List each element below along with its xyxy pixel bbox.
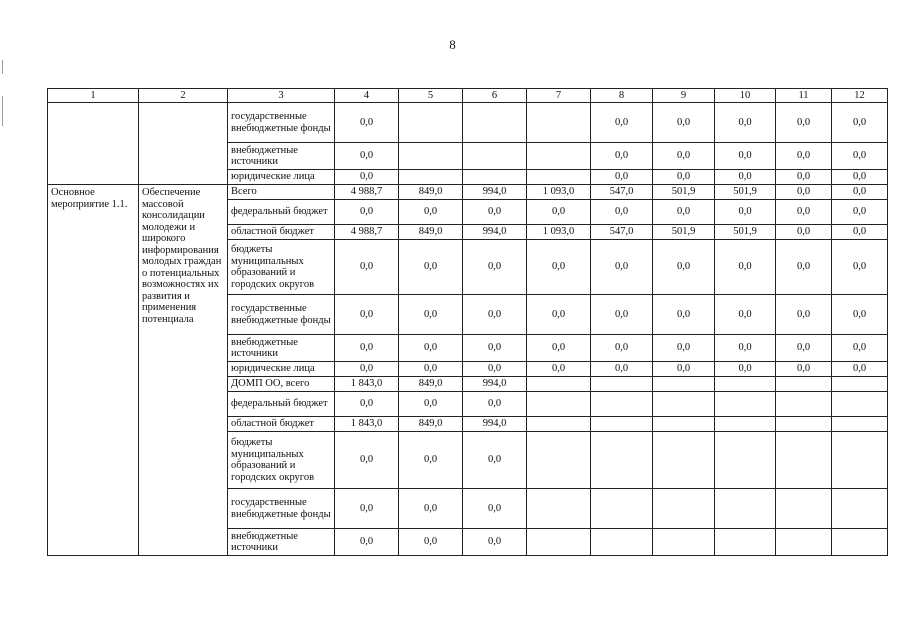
value-cell: 0,0	[715, 295, 776, 335]
value-cell: 0,0	[832, 200, 888, 225]
value-cell: 0,0	[399, 295, 463, 335]
value-cell	[591, 392, 653, 417]
funding-source-cell: ДОМП ОО, всего	[228, 377, 335, 392]
value-cell: 0,0	[715, 170, 776, 185]
value-cell	[715, 489, 776, 529]
value-cell: 0,0	[776, 295, 832, 335]
value-cell: 0,0	[776, 103, 832, 143]
value-cell: 0,0	[715, 240, 776, 295]
value-cell: 0,0	[463, 200, 527, 225]
value-cell	[715, 432, 776, 489]
value-cell	[832, 392, 888, 417]
value-cell: 0,0	[463, 392, 527, 417]
value-cell: 0,0	[335, 170, 399, 185]
value-cell: 0,0	[399, 489, 463, 529]
value-cell: 0,0	[776, 200, 832, 225]
value-cell	[653, 432, 715, 489]
value-cell	[832, 489, 888, 529]
value-cell	[463, 103, 527, 143]
measure-cell-continued	[48, 103, 139, 185]
value-cell: 0,0	[335, 362, 399, 377]
column-number-8: 8	[591, 89, 653, 103]
value-cell: 0,0	[335, 529, 399, 556]
page-number: 8	[449, 37, 456, 52]
value-cell: 1 843,0	[335, 417, 399, 432]
value-cell: 0,0	[335, 335, 399, 362]
value-cell	[653, 529, 715, 556]
value-cell: 0,0	[653, 170, 715, 185]
value-cell: 0,0	[653, 103, 715, 143]
value-cell: 547,0	[591, 185, 653, 200]
column-number-1: 1	[48, 89, 139, 103]
value-cell: 501,9	[715, 185, 776, 200]
value-cell	[715, 377, 776, 392]
measure-description-cell: Обеспечение массовой консолидации молодежи и широкого информирования молодых граждан о потенциальных возможностях их развития и применения потенциала	[139, 185, 228, 556]
value-cell: 4 988,7	[335, 225, 399, 240]
value-cell	[715, 529, 776, 556]
value-cell: 0,0	[591, 240, 653, 295]
value-cell	[527, 417, 591, 432]
column-number-6: 6	[463, 89, 527, 103]
value-cell: 849,0	[399, 225, 463, 240]
value-cell: 0,0	[591, 362, 653, 377]
column-number-5: 5	[399, 89, 463, 103]
value-cell: 0,0	[832, 295, 888, 335]
value-cell: 0,0	[715, 362, 776, 377]
value-cell: 0,0	[527, 240, 591, 295]
funding-source-cell: внебюджетные источники	[228, 529, 335, 556]
value-cell: 0,0	[463, 529, 527, 556]
funding-source-cell: бюджеты муниципальных образований и городских округов	[228, 240, 335, 295]
value-cell	[527, 392, 591, 417]
measure-name-cell: Основное мероприятие 1.1.	[48, 185, 139, 556]
value-cell: 0,0	[335, 103, 399, 143]
value-cell: 0,0	[832, 143, 888, 170]
value-cell	[591, 417, 653, 432]
value-cell: 0,0	[653, 200, 715, 225]
value-cell: 501,9	[653, 225, 715, 240]
value-cell	[527, 143, 591, 170]
scan-edge-mark	[2, 60, 3, 74]
value-cell: 0,0	[776, 240, 832, 295]
value-cell: 0,0	[715, 103, 776, 143]
value-cell: 0,0	[399, 240, 463, 295]
value-cell: 0,0	[463, 432, 527, 489]
value-cell: 0,0	[335, 295, 399, 335]
value-cell	[399, 170, 463, 185]
value-cell: 994,0	[463, 185, 527, 200]
value-cell	[715, 392, 776, 417]
funding-source-cell: государственные внебюджетные фонды	[228, 103, 335, 143]
value-cell: 0,0	[527, 362, 591, 377]
value-cell	[715, 417, 776, 432]
value-cell	[776, 417, 832, 432]
value-cell: 0,0	[335, 240, 399, 295]
funding-source-cell: государственные внебюджетные фонды	[228, 295, 335, 335]
value-cell: 0,0	[527, 200, 591, 225]
value-cell	[527, 103, 591, 143]
value-cell	[776, 489, 832, 529]
value-cell	[591, 489, 653, 529]
value-cell	[591, 529, 653, 556]
funding-source-cell: бюджеты муниципальных образований и городских округов	[228, 432, 335, 489]
value-cell: 0,0	[653, 362, 715, 377]
value-cell: 0,0	[399, 392, 463, 417]
value-cell: 0,0	[832, 185, 888, 200]
value-cell: 0,0	[832, 335, 888, 362]
column-number-10: 10	[715, 89, 776, 103]
value-cell: 0,0	[653, 295, 715, 335]
funding-source-cell: областной бюджет	[228, 225, 335, 240]
value-cell: 0,0	[776, 170, 832, 185]
value-cell: 0,0	[463, 295, 527, 335]
column-number-3: 3	[228, 89, 335, 103]
funding-source-cell: внебюджетные источники	[228, 335, 335, 362]
table-row	[48, 185, 888, 200]
funding-source-cell: Всего	[228, 185, 335, 200]
column-number-12: 12	[832, 89, 888, 103]
value-cell: 0,0	[832, 170, 888, 185]
funding-source-cell: юридические лица	[228, 362, 335, 377]
column-number-9: 9	[653, 89, 715, 103]
value-cell	[399, 103, 463, 143]
value-cell	[399, 143, 463, 170]
value-cell: 0,0	[832, 103, 888, 143]
value-cell: 1 093,0	[527, 185, 591, 200]
value-cell	[832, 377, 888, 392]
description-cell-continued	[139, 103, 228, 185]
value-cell	[776, 529, 832, 556]
value-cell: 0,0	[399, 529, 463, 556]
value-cell	[776, 392, 832, 417]
value-cell: 0,0	[399, 362, 463, 377]
column-number-7: 7	[527, 89, 591, 103]
value-cell: 0,0	[832, 240, 888, 295]
funding-source-cell: федеральный бюджет	[228, 392, 335, 417]
column-number-4: 4	[335, 89, 399, 103]
value-cell	[463, 143, 527, 170]
value-cell: 0,0	[463, 489, 527, 529]
value-cell: 0,0	[591, 335, 653, 362]
value-cell: 849,0	[399, 377, 463, 392]
funding-source-cell: внебюджетные источники	[228, 143, 335, 170]
value-cell: 0,0	[335, 432, 399, 489]
value-cell: 1 843,0	[335, 377, 399, 392]
value-cell	[527, 432, 591, 489]
value-cell: 0,0	[832, 225, 888, 240]
value-cell	[527, 170, 591, 185]
value-cell: 501,9	[715, 225, 776, 240]
value-cell: 994,0	[463, 225, 527, 240]
value-cell: 0,0	[335, 143, 399, 170]
value-cell: 4 988,7	[335, 185, 399, 200]
value-cell: 0,0	[776, 143, 832, 170]
value-cell: 0,0	[463, 240, 527, 295]
value-cell	[653, 377, 715, 392]
value-cell: 0,0	[463, 362, 527, 377]
value-cell: 994,0	[463, 417, 527, 432]
value-cell: 0,0	[776, 335, 832, 362]
value-cell	[527, 377, 591, 392]
value-cell: 849,0	[399, 185, 463, 200]
funding-table	[47, 88, 888, 556]
funding-source-cell: областной бюджет	[228, 417, 335, 432]
value-cell: 0,0	[715, 200, 776, 225]
value-cell: 0,0	[335, 392, 399, 417]
value-cell: 0,0	[591, 143, 653, 170]
value-cell: 1 093,0	[527, 225, 591, 240]
value-cell: 0,0	[335, 200, 399, 225]
funding-source-cell: федеральный бюджет	[228, 200, 335, 225]
value-cell: 0,0	[653, 143, 715, 170]
value-cell: 0,0	[591, 200, 653, 225]
value-cell: 0,0	[335, 489, 399, 529]
value-cell: 0,0	[591, 170, 653, 185]
value-cell	[832, 417, 888, 432]
value-cell: 0,0	[776, 225, 832, 240]
value-cell: 0,0	[653, 240, 715, 295]
value-cell	[653, 392, 715, 417]
scan-edge-mark	[2, 96, 3, 126]
value-cell: 0,0	[591, 295, 653, 335]
value-cell	[776, 432, 832, 489]
value-cell	[527, 489, 591, 529]
column-number-11: 11	[776, 89, 832, 103]
value-cell: 0,0	[776, 185, 832, 200]
value-cell	[591, 432, 653, 489]
value-cell	[527, 529, 591, 556]
value-cell: 0,0	[591, 103, 653, 143]
value-cell: 0,0	[832, 362, 888, 377]
column-number-2: 2	[139, 89, 228, 103]
value-cell: 0,0	[776, 362, 832, 377]
value-cell: 547,0	[591, 225, 653, 240]
value-cell: 0,0	[463, 335, 527, 362]
value-cell: 501,9	[653, 185, 715, 200]
value-cell: 849,0	[399, 417, 463, 432]
value-cell: 994,0	[463, 377, 527, 392]
funding-source-cell: государственные внебюджетные фонды	[228, 489, 335, 529]
value-cell	[591, 377, 653, 392]
value-cell	[832, 432, 888, 489]
value-cell	[653, 417, 715, 432]
value-cell	[463, 170, 527, 185]
column-header-row	[48, 89, 888, 103]
value-cell	[832, 529, 888, 556]
value-cell: 0,0	[399, 335, 463, 362]
value-cell: 0,0	[715, 335, 776, 362]
value-cell: 0,0	[527, 295, 591, 335]
value-cell	[653, 489, 715, 529]
value-cell: 0,0	[653, 335, 715, 362]
value-cell: 0,0	[399, 200, 463, 225]
value-cell: 0,0	[399, 432, 463, 489]
value-cell: 0,0	[715, 143, 776, 170]
value-cell: 0,0	[527, 335, 591, 362]
table-row	[48, 103, 888, 143]
value-cell	[776, 377, 832, 392]
funding-source-cell: юридические лица	[228, 170, 335, 185]
